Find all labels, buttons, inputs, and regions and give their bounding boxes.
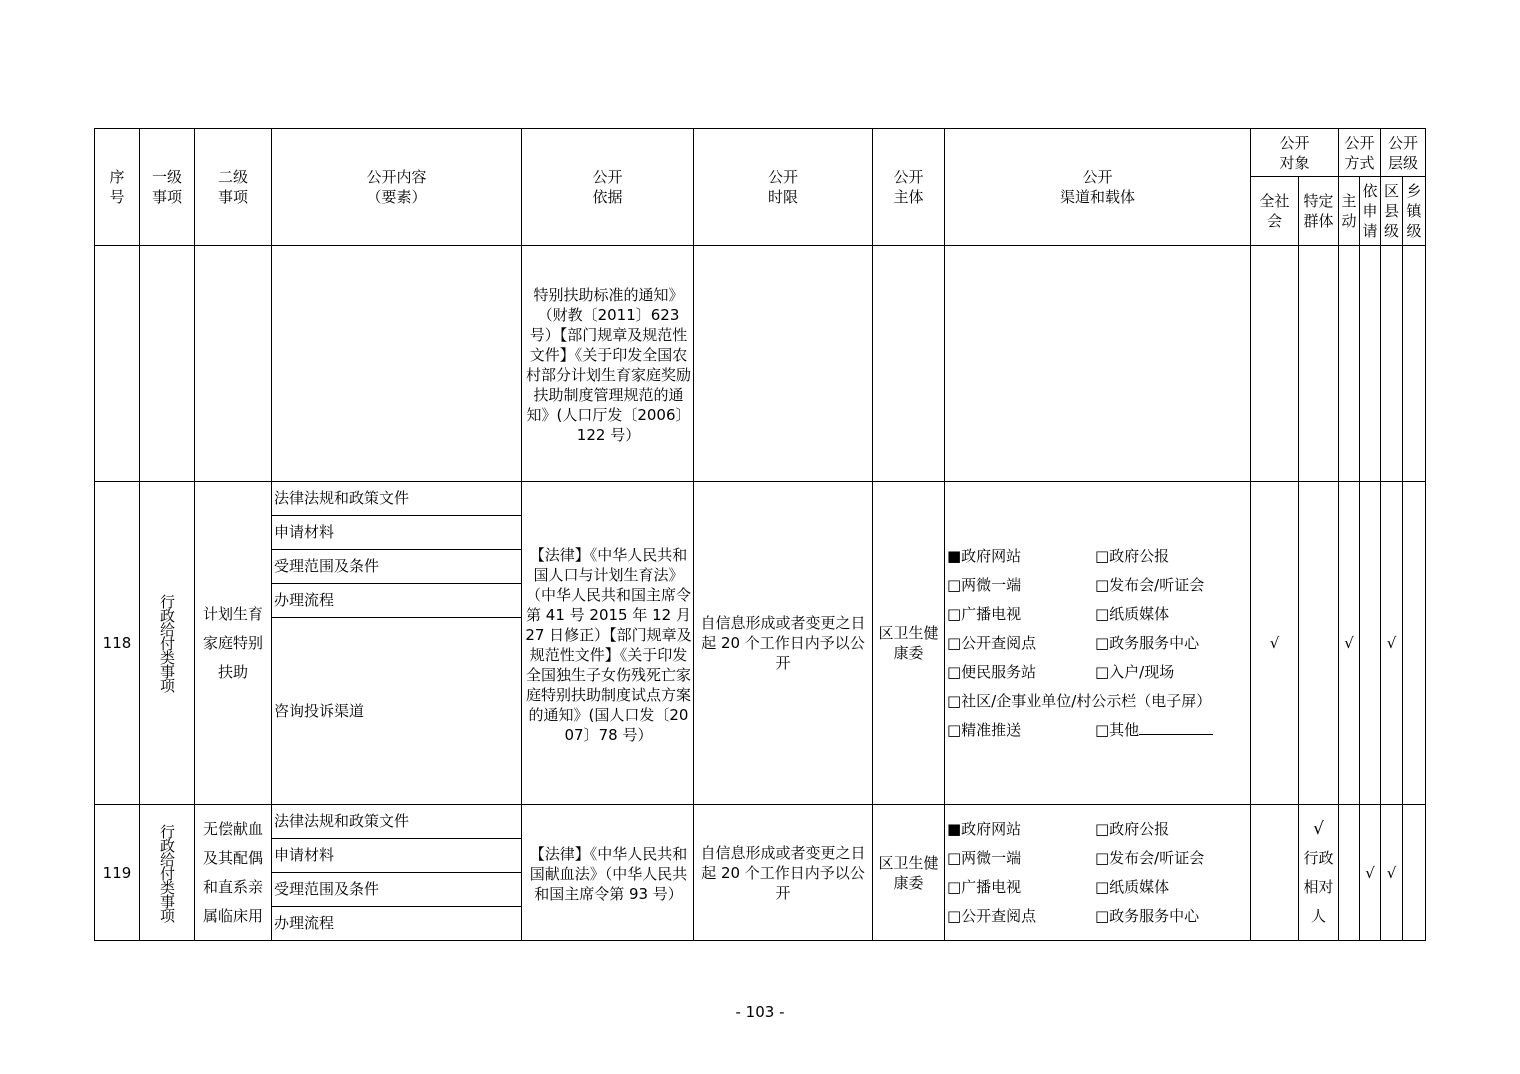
- row119-level2: 无偿献血及其配偶和直系亲属临床用: [195, 805, 272, 941]
- channel-gov-website: ■政府网站: [947, 819, 1022, 838]
- disclosure-table: [94, 128, 1426, 941]
- row118-method-apply: [1360, 482, 1381, 805]
- row118-content-item: 受理范围及条件: [272, 550, 521, 584]
- cont-method-active: [1339, 246, 1360, 482]
- row119-channel: [945, 805, 1251, 941]
- header-channel: 公开 渠道和载体: [945, 129, 1251, 246]
- channel-gov-gazette: □政府公报: [1095, 819, 1170, 838]
- row118-channel-list: [945, 542, 1250, 745]
- row119-level1: 行政给付类事项: [140, 805, 195, 941]
- row118-content-item: 法律法规和政策文件: [272, 482, 521, 516]
- row119-content-item: 受理范围及条件: [272, 873, 521, 907]
- cont-target-specific: [1299, 246, 1339, 482]
- channel-convenience-station: □便民服务站: [947, 662, 1037, 681]
- cont-level1: [140, 246, 195, 482]
- row119-level-district: √: [1381, 805, 1403, 941]
- cont-time: [694, 246, 873, 482]
- header-method-active: 主动: [1339, 177, 1360, 246]
- channel-wechat-weibo-app: □两微一端: [947, 575, 1022, 594]
- cont-level-town: [1403, 246, 1426, 482]
- row118-target-specific: [1299, 482, 1339, 805]
- channel-bulletin-board: □社区/企事业单位/村公示栏（电子屏）: [947, 691, 1212, 710]
- row119-target-all: [1251, 805, 1299, 941]
- cont-content: [272, 246, 522, 482]
- cont-seq: [95, 246, 140, 482]
- row119-content-item: 办理流程: [274, 914, 335, 932]
- row118-content: [272, 482, 522, 805]
- row118-time: 自信息形成或者变更之日起 20 个工作日内予以公开: [694, 482, 873, 805]
- row118-basis: 【法律】《中华人民共和国人口与计划生育法》（中华人民共和国主席令第 41 号 2015 年 12 月 27 日修正）【部门规章及规范性文件】《关于印发全国独生子女伤残死亡家庭特别扶助制度试点方案的通知》(国人口发〔2007〕78 号）: [522, 482, 694, 805]
- channel-press-hearing: □发布会/听证会: [1095, 848, 1205, 867]
- row119-level-town: [1403, 805, 1426, 941]
- row118-content-item: 申请材料: [272, 516, 521, 550]
- table-row: [95, 482, 1426, 805]
- channel-other: □其他: [1095, 716, 1235, 745]
- cont-subject: [873, 246, 945, 482]
- row119-content-item: 法律法规和政策文件: [272, 805, 521, 839]
- row118-seq: 118: [95, 482, 140, 805]
- channel-on-site: □入户/现场: [1095, 662, 1175, 681]
- row118-content-item: 咨询投诉渠道: [274, 702, 365, 720]
- header-level2: 二级事项: [195, 129, 272, 246]
- cont-basis: 特别扶助标准的通知》（财教〔2011〕623 号）【部门规章及规范性文件】《关于印发全国农村部分计划生育家庭奖励扶助制度管理规范的通知》(人口厅发〔2006〕122 号）: [522, 246, 694, 482]
- header-target: 公开 对象: [1251, 129, 1339, 177]
- row119-method-apply: √: [1360, 805, 1381, 941]
- table-row: [95, 805, 1426, 941]
- header-level: 公开 层级: [1381, 129, 1426, 177]
- channel-press-hearing: □发布会/听证会: [1095, 575, 1205, 594]
- channel-print-media: □纸质媒体: [1095, 604, 1170, 623]
- header-basis: 公开 依据: [522, 129, 694, 246]
- header-method: 公开 方式: [1339, 129, 1381, 177]
- row119-time: 自信息形成或者变更之日起 20 个工作日内予以公开: [694, 805, 873, 941]
- row119-channel-list: [945, 815, 1250, 931]
- channel-targeted-push: □精准推送: [947, 720, 1022, 739]
- row118-level-town: [1403, 482, 1426, 805]
- cont-level2: [195, 246, 272, 482]
- channel-service-center: □政务服务中心: [1095, 906, 1200, 925]
- header-target-all: 全社 会: [1251, 177, 1299, 246]
- cont-level-district: [1381, 246, 1403, 482]
- header-method-apply: 依申请: [1360, 177, 1381, 246]
- cont-channel: [945, 246, 1251, 482]
- row119-seq: 119: [95, 805, 140, 941]
- cont-method-apply: [1360, 246, 1381, 482]
- row119-content-item: 申请材料: [272, 839, 521, 873]
- row119-basis: 【法律】《中华人民共和国献血法》（中华人民共和国主席令第 93 号）: [522, 805, 694, 941]
- row119-method-active: [1339, 805, 1360, 941]
- header-seq: 序号: [95, 129, 140, 246]
- row118-content-item: 办理流程: [272, 584, 521, 618]
- row118-subject: 区卫生健康委: [873, 482, 945, 805]
- row119-subject: 区卫生健康委: [873, 805, 945, 941]
- header-level-district: 区县级: [1381, 177, 1403, 246]
- row119-content: [272, 805, 522, 941]
- header-level1: 一级事项: [140, 129, 195, 246]
- header-target-specific: 特定 群体: [1299, 177, 1339, 246]
- page-number: - 103 -: [735, 1003, 785, 1021]
- other-blank-line: [1139, 720, 1213, 735]
- channel-reading-point: □公开查阅点: [947, 633, 1037, 652]
- channel-wechat-weibo-app: □两微一端: [947, 848, 1022, 867]
- row118-target-all: √: [1251, 482, 1299, 805]
- row119-target-specific: √ 行政相对人: [1299, 805, 1339, 941]
- channel-radio-tv: □广播电视: [947, 877, 1022, 896]
- cont-target-all: [1251, 246, 1299, 482]
- header-content: 公开内容 （要素）: [272, 129, 522, 246]
- header-subject: 公开 主体: [873, 129, 945, 246]
- header-time: 公开 时限: [694, 129, 873, 246]
- table-row: [95, 246, 1426, 482]
- channel-gov-gazette: □政府公报: [1095, 546, 1170, 565]
- channel-service-center: □政务服务中心: [1095, 633, 1200, 652]
- row118-method-active: √: [1339, 482, 1360, 805]
- channel-gov-website: ■政府网站: [947, 546, 1022, 565]
- row118-level1: 行政给付类事项: [140, 482, 195, 805]
- row118-level-district: √: [1381, 482, 1403, 805]
- row118-channel: [945, 482, 1251, 805]
- header-level-town: 乡镇级: [1403, 177, 1426, 246]
- row118-level2: 计划生育家庭特别扶助: [195, 482, 272, 805]
- channel-print-media: □纸质媒体: [1095, 877, 1170, 896]
- channel-reading-point: □公开查阅点: [947, 906, 1037, 925]
- channel-radio-tv: □广播电视: [947, 604, 1022, 623]
